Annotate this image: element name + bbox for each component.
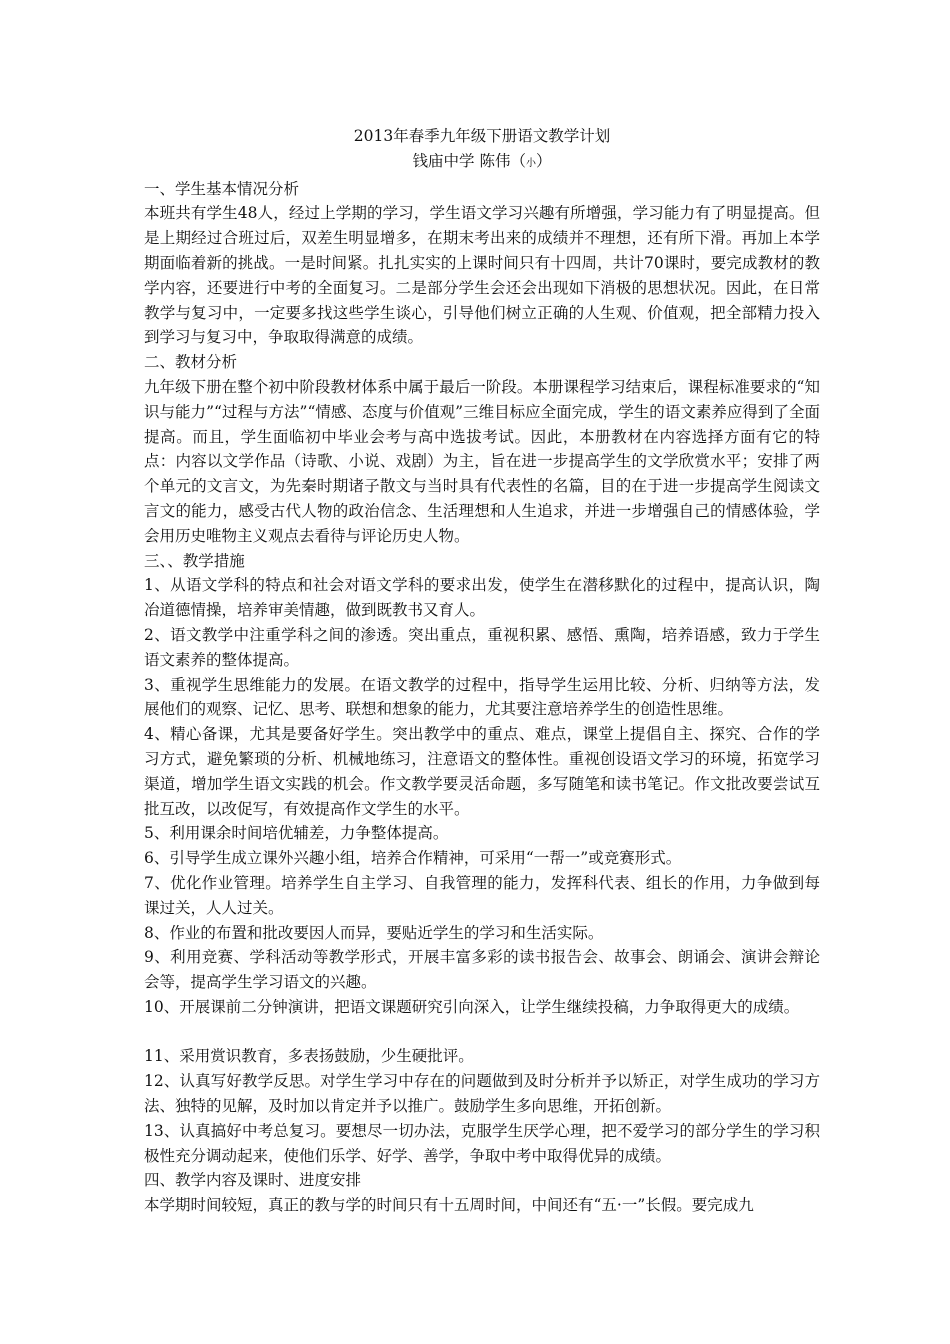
section-text-textbook: 九年级下册在整个初中阶段教材体系中属于最后一阶段。本册课程学习结束后，课程标准要求的“知识与能力”“过程与方法”“情感、态度与价值观”三维目标应全面完成，学生的语文素养应得到了全面提高。而且，学生面临初中毕业会考与高中选拔考试。因此，本册教材在内容选择方面有它的特点：内容以文学作品（诗歌、小说、戏剧）为主，旨在进一步提高学生的文学欣赏水平；安排了两个单元的文言文，为先秦时期诸子散文与当时具有代表性的名篇，目的在于进一步提高学生阅读文言文的能力，感受古代人物的政治信念、生活理想和人生追求，并进一步增强自己的情感体验，学会用历史唯物主义观点去看待与评论历史人物。 (144, 377, 820, 545)
section-text-students: 本班共有学生48人，经过上学期的学习，学生语文学习兴趣有所增强，学习能力有了明显提高。但是上期经过合班过后，双差生明显增多，在期末考出来的成绩并不理想，还有所下滑。再加上本学期面临着新的挑战。一是时间紧。扎扎实实的上课时间只有十四周，共计70课时，要完成教材的教学内容，还要进行中考的全面复习。二是部分学生会还会出现如下消极的思想状况。因此，在日常教学与复习中，一定要多找这些学生谈心，引导他们树立正确的人生观、价值观，把全部精力投入到学习与复习中，争取取得满意的成绩。 (144, 204, 820, 347)
measure-item: 6、引导学生成立课外兴趣小组，培养合作精神，可采用“一帮一”或竞赛形式。 (144, 849, 682, 868)
blank-line (144, 1020, 820, 1045)
measure-item: 3、重视学生思维能力的发展。在语文教学的过程中，指导学生运用比较、分析、归纳等方法，发展他们的观察、记忆、思考、联想和想象的能力，尤其要注意培养学生的创造性思维。 (144, 675, 820, 719)
measure-item: 11、采用赏识教育，多表扬鼓励，少生硬批评。 (144, 1047, 474, 1066)
document-author-line (144, 149, 820, 177)
section-heading-schedule: 四、教学内容及课时、进度安排 (144, 1171, 362, 1190)
measure-item: 1、从语文学科的特点和社会对语文学科的要求出发，使学生在潜移默化的过程中，提高认识，陶冶道德情操，培养审美情趣，做到既教书又育人。 (144, 576, 820, 620)
measure-item: 12、认真写好教学反思。对学生学习中存在的问题做到及时分析并予以矫正，对学生成功的学习方法、独特的见解，及时加以肯定并予以推广。鼓励学生多向思维，开拓创新。 (144, 1072, 820, 1116)
measure-item: 2、语文教学中注重学科之间的渗透。突出重点，重视积累、感悟、熏陶，培养语感，致力于学生语文素养的整体提高。 (144, 625, 820, 669)
author-school: 钱庙中学 (412, 151, 475, 170)
document-page (144, 124, 820, 1218)
measure-item: 5、利用课余时间培优辅差，力争整体提高。 (144, 824, 449, 843)
section-heading-measures: 三、、教学措施 (144, 551, 245, 570)
measure-item: 10、开展课前二分钟演讲，把语文课题研究引向深入，让学生继续投稿，力争取得更大的成绩。 (144, 997, 800, 1016)
section-heading-students: 一、学生基本情况分析 (144, 179, 300, 198)
document-title: 2013年春季九年级下册语文教学计划 (353, 127, 611, 145)
author-paren-close: ） (535, 151, 552, 170)
section-text-schedule: 本学期时间较短，真正的教与学的时间只有十五周时间，中间还有“五·一”长假。要完成九 (144, 1196, 754, 1215)
author-note: 小 (525, 157, 536, 169)
section-heading-textbook: 二、教材分析 (144, 353, 238, 372)
measure-item: 4、精心备课，尤其是要备好学生。突出教学中的重点、难点，课堂上提倡自主、探究、合作的学习方式，避免繁琐的分析、机械地练习，注意语文的整体性。重视创设语文学习的环境，拓宽学习渠道，增加学生语文实践的机会。作文教学要灵活命题，多写随笔和读书笔记。作文批改要尝试互批互改，以改促写，有效提高作文学生的水平。 (144, 725, 820, 818)
measure-item: 13、认真搞好中考总复习。要想尽一切办法，克服学生厌学心理，把不爱学习的部分学生的学习积极性充分调动起来，使他们乐学、好学、善学，争取中考中取得优异的成绩。 (144, 1121, 820, 1165)
measure-item: 9、利用竞赛、学科活动等教学形式，开展丰富多彩的读书报告会、故事会、朗诵会、演讲会辩论会等，提高学生学习语文的兴趣。 (144, 948, 820, 992)
author-name: 陈伟 (479, 151, 511, 170)
author-paren-open: （ (510, 151, 526, 170)
measure-item: 7、优化作业管理。培养学生自主学习、自我管理的能力，发挥科代表、组长的作用，力争做到每课过关，人人过关。 (144, 873, 820, 917)
measure-item: 8、作业的布置和批改要因人而异，要贴近学生的学习和生活实际。 (144, 923, 604, 942)
